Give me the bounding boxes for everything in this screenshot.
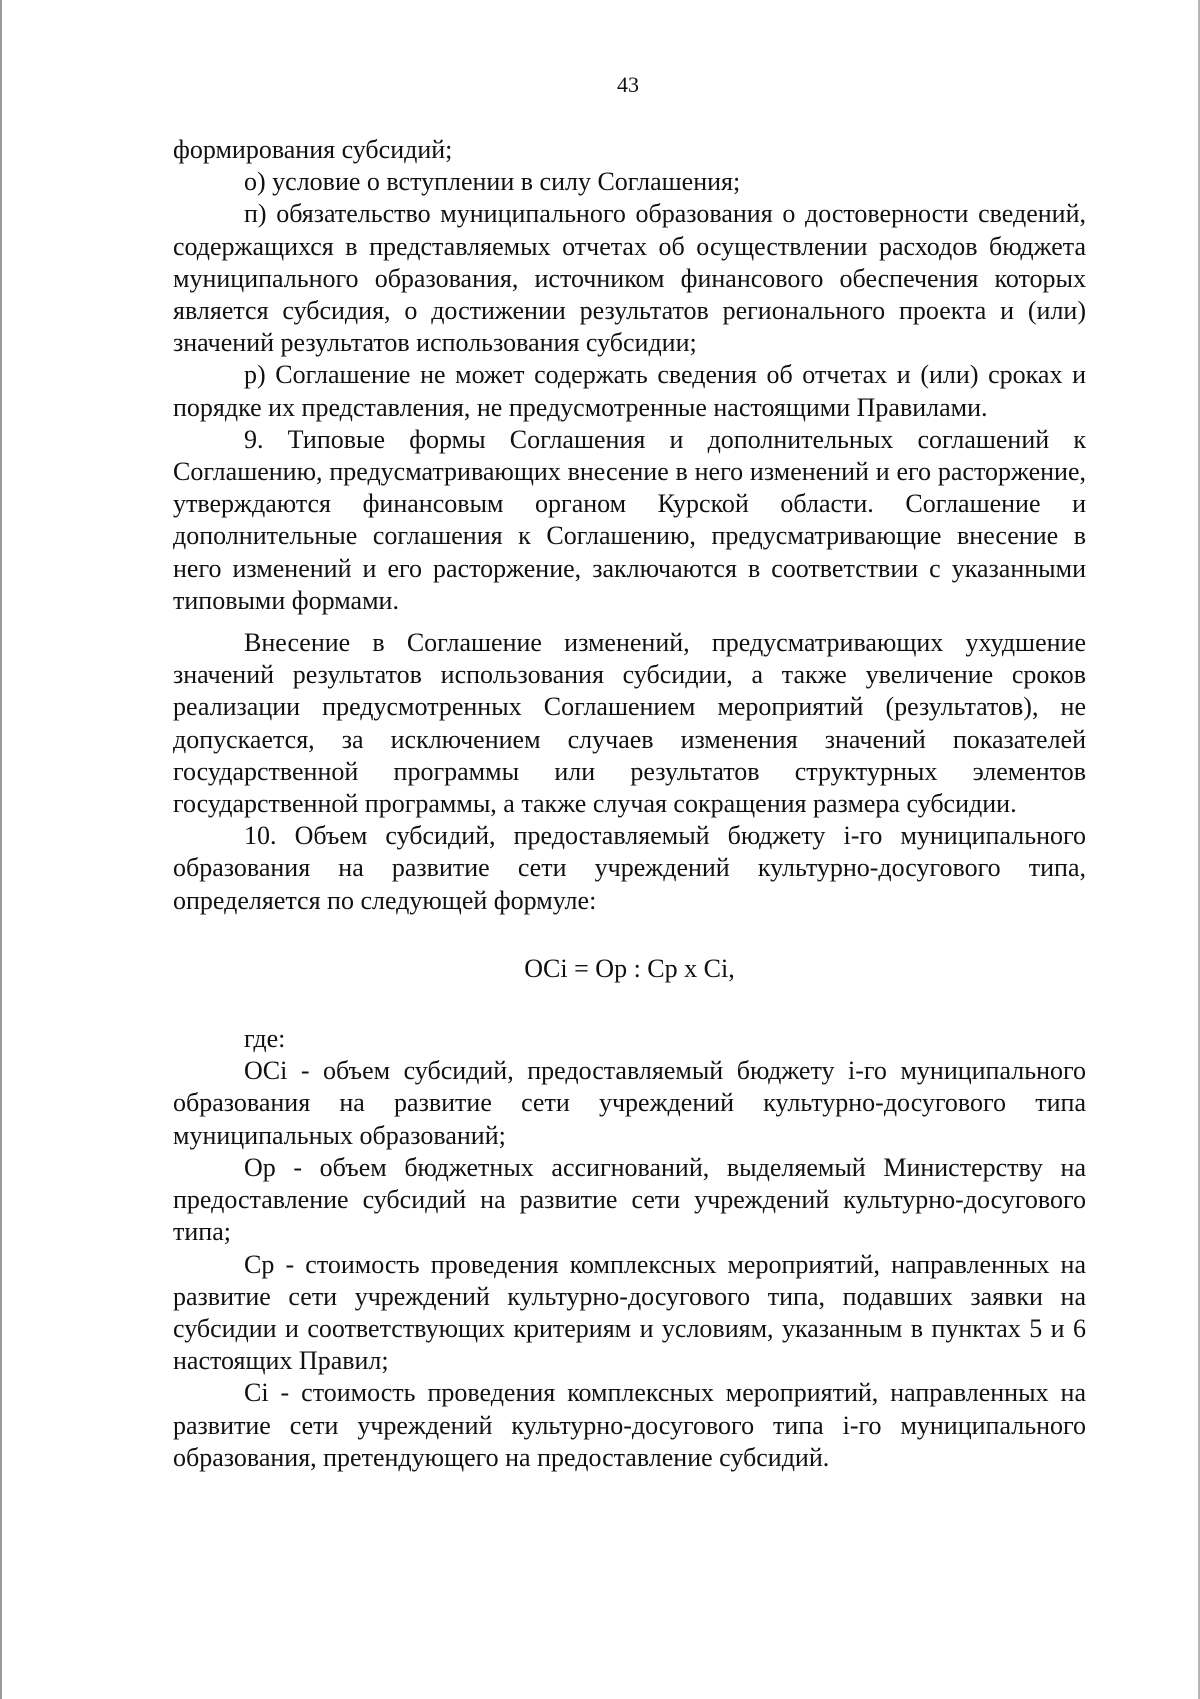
paragraph-continuation: формирования субсидий; — [173, 135, 453, 164]
page-number: 43 — [617, 72, 639, 97]
paragraph-item-o: о) условие о вступлении в силу Соглашения; — [244, 167, 741, 197]
paragraph-section-9: 9. Типовые формы Соглашения и дополнительных соглашений к Соглашению, предусматривающих внесение в него изменений и его расторжение, утверждаются финансовым органом Курской области. Соглашение и дополнительные соглашения к Соглашению, предусматривающие внесение в него изменений и его расторжение, заключаются в соответствии с указанными типовыми формами. — [173, 424, 1086, 615]
definition-oci: OCi - объем субсидий, предоставляемый бюджету i-го муниципального образования на развитие сети учреждений культурно-досугового типа муниципальных образований; — [173, 1056, 1086, 1150]
formula: OCi = Op : Cp x Ci, — [524, 953, 735, 983]
paragraph-item-r: р) Соглашение не может содержать сведения об отчетах и (или) сроках и порядке их представления, не предусмотренные настоящими Правилами. — [173, 360, 1086, 422]
scan-edge-left — [0, 0, 2, 1699]
definition-ci: Ci - стоимость проведения комплексных мероприятий, направленных на развитие сети учреждений культурно-досугового типа i-го муниципального образования, претендующего на предоставление субсидий. — [173, 1378, 1086, 1472]
paragraph-item-p: п) обязательство муниципального образования о достоверности сведений, содержащихся в представляемых отчетах об осуществлении расходов бюджета муниципального образования, источником финансового обеспечения которых является субсидия, о достижении результатов регионального проекта и (или) значений результатов использования субсидии; — [173, 199, 1086, 358]
paragraph-amendments: Внесение в Соглашение изменений, предусматривающих ухудшение значений результатов использования субсидии, а также увеличение сроков реализации предусмотренных Соглашением мероприятий (результатов), не допускается, за исключением случаев изменения значений показателей государственной программы или результатов структурных элементов государственной программы, а также случая сокращения размера субсидии. — [173, 628, 1086, 819]
definition-op: Op - объем бюджетных ассигнований, выделяемый Министерству на предоставление субсидий на развитие сети учреждений культурно-досугового типа; — [173, 1152, 1086, 1247]
paragraph-section-10: 10. Объем субсидий, предоставляемый бюджету i-го муниципального образования на развитие сети учреждений культурно-досугового типа, определяется по следующей формуле: — [173, 821, 1086, 915]
definition-cp: Cp - стоимость проведения комплексных мероприятий, направленных на развитие сети учреждений культурно-досугового типа, подавших заявки на субсидии и соответствующих критериям и условиям, указанным в пунктах 5 и 6 настоящих Правил; — [173, 1249, 1086, 1376]
definitions-intro: где: — [244, 1024, 286, 1054]
document-body — [173, 134, 1086, 1474]
